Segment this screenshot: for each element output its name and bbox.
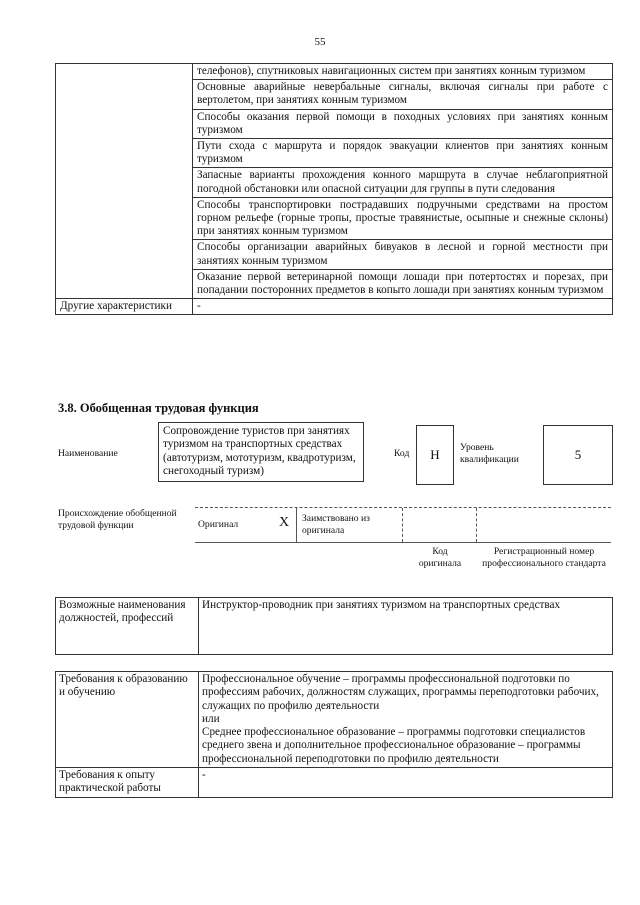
origin-divider: [402, 508, 403, 542]
requirements-table: [55, 671, 613, 798]
education-line: Профессиональное обучение – программы профессиональной подготовки по профессиям рабочих, должностям служащих, программы переподготовки рабочих, служащих по профилю деятельности: [202, 673, 599, 712]
section-title: 3.8. Обобщенная трудовая функция: [58, 401, 259, 415]
experience-label: Требования к опыту практической работы: [56, 768, 199, 798]
education-line: Среднее профессиональное образование – программы подготовки специалистов среднего звена и дополнительное профессиональное образование – программы профессиональной переподготовки по профилю деятельности: [202, 726, 586, 765]
education-label: Требования к образованию и обучению: [56, 672, 199, 768]
positions-label: Возможные наименования должностей, профессий: [56, 598, 199, 655]
registration-caption: Регистрационный номер профессионального стандарта: [482, 546, 606, 569]
code-label: Код: [394, 448, 410, 459]
origin-topline: [195, 507, 611, 508]
knowledge-item: телефонов), спутниковых навигационных систем при занятиях конным туризмом: [193, 64, 613, 80]
education-line: или: [202, 712, 220, 725]
education-value: [199, 672, 613, 768]
table-row: [56, 64, 613, 80]
knowledge-item: Способы транспортировки пострадавших подручными средствами на простом горном рельефе (горные тропы, простые травянистые, осыпные и снежные склоны) при занятиях конным туризмом: [193, 197, 613, 240]
table-row: [56, 598, 613, 655]
table-row: [56, 768, 613, 798]
borrowed-label: Заимствовано из оригинала: [302, 513, 370, 536]
origin-divider: [296, 508, 297, 542]
original-label: Оригинал: [198, 519, 239, 530]
origin-label: Происхождение обобщенной трудовой функции: [58, 508, 177, 531]
origin-divider: [476, 508, 477, 542]
level-label: Уровень квалификации: [460, 442, 519, 465]
positions-value: Инструктор-проводник при занятиях туризмом на транспортных средствах: [199, 598, 613, 655]
experience-value: -: [199, 768, 613, 798]
function-name-box: Сопровождение туристов при занятиях туризмом на транспортных средствах (автотуризм, мототуризм, квадротуризм, снегоходный туризм): [158, 422, 364, 482]
table-row: [56, 672, 613, 768]
other-characteristics-label: Другие характеристики: [56, 299, 193, 315]
knowledge-item: Способы организации аварийных бивуаков в лесной и горной местности при занятиях конным туризмом: [193, 240, 613, 269]
knowledge-item: Основные аварийные невербальные сигналы, включая сигналы при работе с вертолетом, при занятиях конным туризмом: [193, 80, 613, 109]
level-box: 5: [543, 425, 613, 485]
origin-underline: [195, 542, 611, 543]
name-label: Наименование: [58, 448, 118, 459]
original-mark: X: [279, 515, 290, 530]
empty-label-cell: [56, 64, 193, 299]
page-number: 55: [314, 36, 326, 48]
knowledge-item: Оказание первой ветеринарной помощи лошади при потертостях и порезах, при попадании посторонних предметов в копыто лошади при занятиях конным туризмом: [193, 269, 613, 298]
knowledge-table: [55, 63, 613, 315]
other-characteristics-value: -: [193, 299, 613, 315]
table-row: [56, 299, 613, 315]
code-box: H: [416, 425, 454, 485]
positions-table: [55, 597, 613, 655]
knowledge-item: Пути схода с маршрута и порядок эвакуации клиентов при занятиях конным туризмом: [193, 139, 613, 168]
knowledge-item: Способы оказания первой помощи в походных условиях при занятиях конным туризмом: [193, 109, 613, 138]
knowledge-item: Запасные варианты прохождения конного маршрута в случае неблагоприятной погодной обстановки или опасной ситуации для группы в пути следования: [193, 168, 613, 197]
code-original-caption: Код оригинала: [418, 546, 462, 569]
